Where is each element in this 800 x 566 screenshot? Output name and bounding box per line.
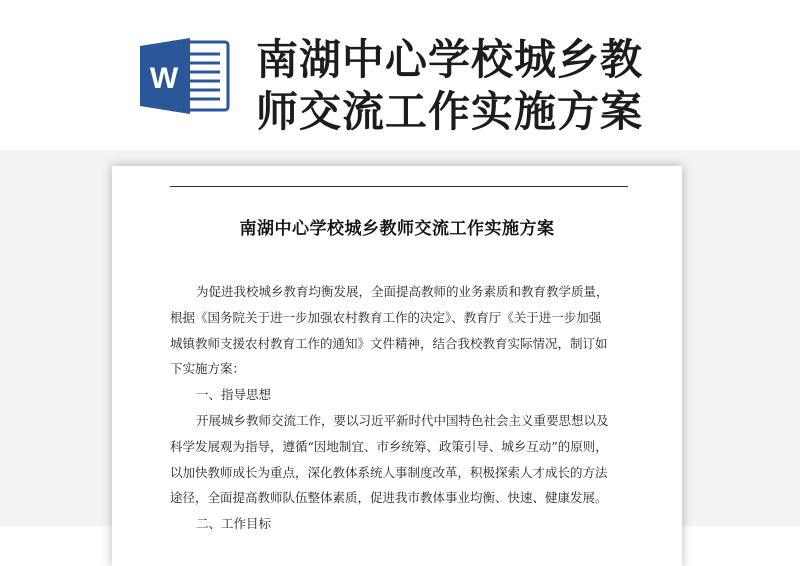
banner-title-line1: 南湖中心学校城乡教 [256, 35, 644, 84]
banner-title [256, 34, 776, 138]
banner [0, 0, 800, 150]
banner-title-line2: 师交流工作实施方案 [256, 87, 644, 136]
body-line: 途径，全面提高教师队伍整体素质，促进我市教体事业均衡、快速、健康发展。 [170, 490, 608, 506]
section-heading: 一、指导思想 [196, 387, 272, 403]
body-line: 城镇教师支援农村教育工作的通知》文件精神，结合我校教育实际情况，制订如 [170, 335, 608, 351]
body-line: 以加快教师成长为重点，深化教体系统人事制度改革，积极探索人才成长的方法 [170, 464, 608, 480]
section-heading: 二、工作目标 [196, 516, 272, 532]
document-title: 南湖中心学校城乡教师交流工作实施方案 [239, 219, 555, 239]
word-letter: W [149, 62, 179, 95]
body-line: 为促进我校城乡教育均衡发展，全面提高教师的业务素质和教育教学质量， [196, 284, 609, 299]
document-page [112, 166, 682, 566]
header-rule [170, 186, 628, 187]
body-line: 科学发展观为指导，遵循“因地制宜、市乡统筹、政策引导、城乡互动”的原则， [170, 438, 608, 454]
body-line: 开展城乡教师交流工作，要以习近平新时代中国特色社会主义重要思想以及 [196, 412, 609, 428]
body-line: 下实施方案： [170, 361, 246, 377]
document-body [170, 279, 630, 537]
word-document-icon [140, 36, 232, 116]
body-line: 根据《国务院关于进一步加强农村教育工作的决定》、教育厅《关于进一步加强 [170, 309, 602, 325]
